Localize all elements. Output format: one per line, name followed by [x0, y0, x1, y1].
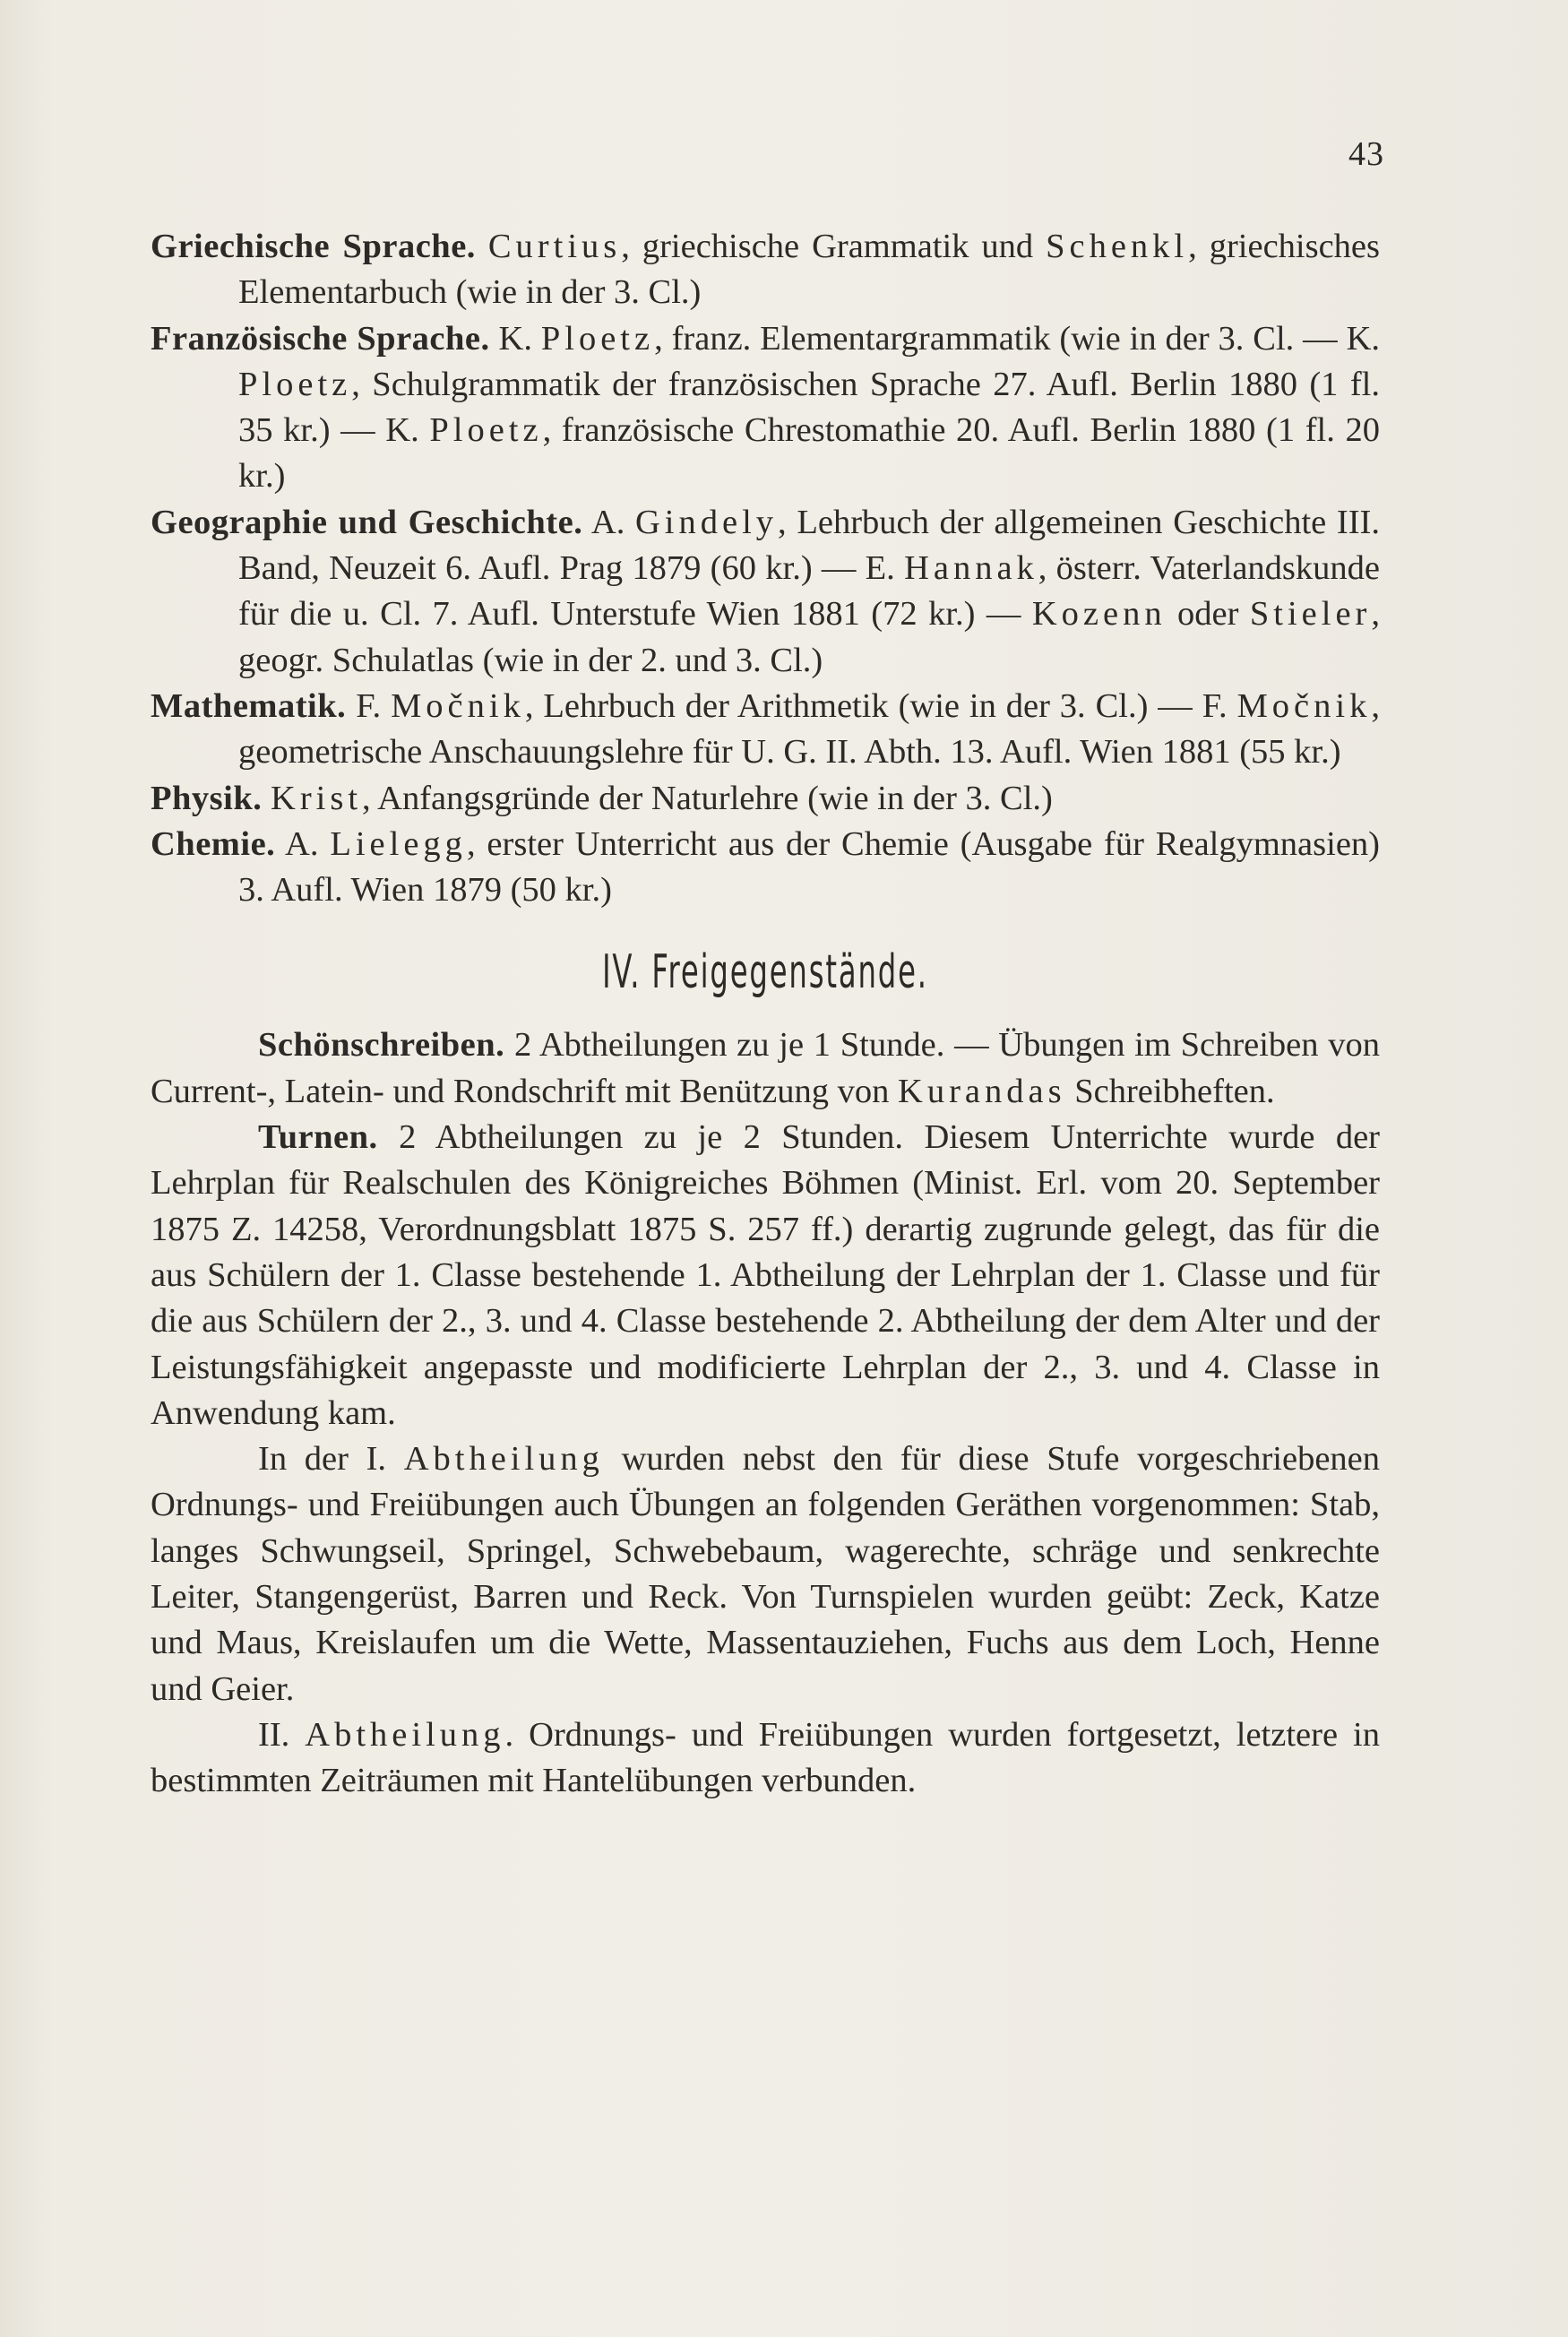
- paragraph-lead: Turnen.: [258, 1118, 378, 1157]
- text-run: F.: [356, 686, 392, 725]
- spaced-name: Ploetz: [429, 411, 543, 450]
- text-run: In der I.: [258, 1440, 404, 1479]
- body-paragraph: [151, 1115, 1380, 1436]
- text-run: . Ordnungs- und Freiübungen wurden fortgesetzt, letztere in bestimmten Zeiträumen mit Hantelübungen verbunden.: [151, 1715, 1380, 1800]
- spaced-name: Kurandas: [898, 1072, 1066, 1110]
- spaced-name: Kozenn: [1031, 595, 1167, 634]
- text-run: 2 Abtheilungen zu je 1 Stunde. — Übungen im Schreiben von Current-, Latein- und Rondschrift mit Benützung von: [151, 1026, 1380, 1110]
- book-list: [151, 224, 1380, 913]
- spaced-name: Ploetz: [238, 365, 352, 403]
- text-run: oder: [1166, 595, 1250, 634]
- spaced-name: Krist: [271, 779, 363, 817]
- text-run: , franz. Elementargrammatik (wie in der 3. Cl. — K.: [654, 319, 1380, 358]
- text-run: A.: [285, 824, 331, 863]
- text-run: II.: [258, 1715, 306, 1754]
- text-run: K.: [498, 319, 541, 358]
- subject-label: Geographie und Geschichte.: [151, 503, 583, 541]
- text-run: , österr. Vaterlandskunde für die u. Cl. 7. Aufl. Unterstufe Wien 1881 (72 kr.) —: [238, 549, 1380, 634]
- text-run: Schreibheften.: [1065, 1072, 1275, 1110]
- text-run: A.: [590, 503, 635, 541]
- text-run: , französische Chrestomathie 20. Aufl. Berlin 1880 (1 fl. 20 kr.): [238, 411, 1380, 496]
- subject-label: Mathematik.: [151, 686, 347, 725]
- subject-label: Chemie.: [151, 824, 276, 863]
- text-run: , geogr. Schulatlas (wie in der 2. und 3. Cl.): [238, 595, 1380, 679]
- book-entry: [151, 776, 1380, 822]
- paragraph-lead: Schönschreiben.: [258, 1026, 505, 1065]
- body-paragraph: [151, 1436, 1380, 1712]
- text-run: , Anfangsgründe der Naturlehre (wie in der 3. Cl.): [362, 779, 1053, 817]
- text-run: 2 Abtheilungen zu je 2 Stunden. Diesem Unterrichte wurde der Lehrplan für Realschulen des Königreiches Böhmen (Minist. Erl. vom 20. September 1875 Z. 14258, Verordnungsblatt 1875 S. 257 ff.) derartig zugrunde gelegt, das für die aus Schülern der 1. Classe bestehende 1. Abtheilung der Lehrplan der 1. Classe und für die aus Schülern der 2., 3. und 4. Classe bestehende 2. Abtheilung der dem Alter und der Leistungsfähigkeit angepasste und modificierte Lehrplan der 2., 3. und 4. Classe in Anwendung kam.: [151, 1118, 1380, 1432]
- spaced-name: Hannak: [904, 549, 1038, 588]
- book-entry: [151, 316, 1380, 500]
- section-heading: IV. Freigegenstände.: [602, 945, 928, 1000]
- page-number: 43: [1348, 135, 1384, 173]
- subject-label: Französische Sprache.: [151, 319, 490, 358]
- book-entry: [151, 224, 1380, 316]
- spaced-name: Stieler: [1249, 595, 1372, 634]
- section-body: [151, 1022, 1380, 1804]
- text-run: , Lehrbuch der Arithmetik (wie in der 3. Cl.) — F.: [524, 686, 1237, 725]
- book-entry: [151, 684, 1380, 776]
- text-run: , griechisches Elementarbuch (wie in der 3. Cl.): [238, 228, 1380, 312]
- subject-label: Griechische Sprache.: [151, 228, 476, 265]
- spaced-name: Schenkl: [1046, 228, 1189, 265]
- spaced-name: Abtheilung: [305, 1715, 505, 1754]
- text-column: [151, 224, 1380, 1805]
- text-run: , erster Unterricht aus der Chemie (Ausgabe für Realgymnasien) 3. Aufl. Wien 1879 (50 kr.): [238, 824, 1380, 910]
- subject-label: Physik.: [151, 779, 263, 817]
- text-run: , geometrische Anschauungslehre für U. G. II. Abth. 13. Aufl. Wien 1881 (55 kr.): [238, 686, 1380, 772]
- spaced-name: Močnik: [1236, 686, 1372, 725]
- spaced-name: Gindely: [635, 503, 779, 541]
- spaced-name: Ploetz: [540, 319, 655, 358]
- body-paragraph: [151, 1022, 1380, 1115]
- book-entry: [151, 822, 1380, 914]
- spaced-name: Lielegg: [330, 824, 467, 863]
- text-run: , Lehrbuch der allgemeinen Geschichte III. Band, Neuzeit 6. Aufl. Prag 1879 (60 kr.) — E.: [238, 503, 1380, 588]
- text-run: , griechische Grammatik und: [621, 228, 1047, 265]
- spaced-name: Močnik: [391, 686, 525, 725]
- spaced-name: Curtius: [487, 228, 622, 265]
- body-paragraph: [151, 1712, 1380, 1805]
- spaced-name: Abtheilung: [403, 1440, 604, 1479]
- book-entry: [151, 500, 1380, 684]
- text-run: , Schulgrammatik der französischen Sprache 27. Aufl. Berlin 1880 (1 fl. 35 kr.) — K.: [238, 365, 1380, 450]
- text-run: wurden nebst den für diese Stufe vorgeschriebenen Ordnungs- und Freiübungen auch Übungen an folgenden Geräthen vorgenommen: Stab, langes Schwungseil, Springel, Schwebebaum, wagerechte, schräge und senkrechte Leiter, Stangengerüst, Barren und Reck. Von Turnspielen wurden geübt: Zeck, Katze und Maus, Kreislaufen um die Wette, Massentauziehen, Fuchs aus dem Loch, Henne und Geier.: [151, 1440, 1380, 1708]
